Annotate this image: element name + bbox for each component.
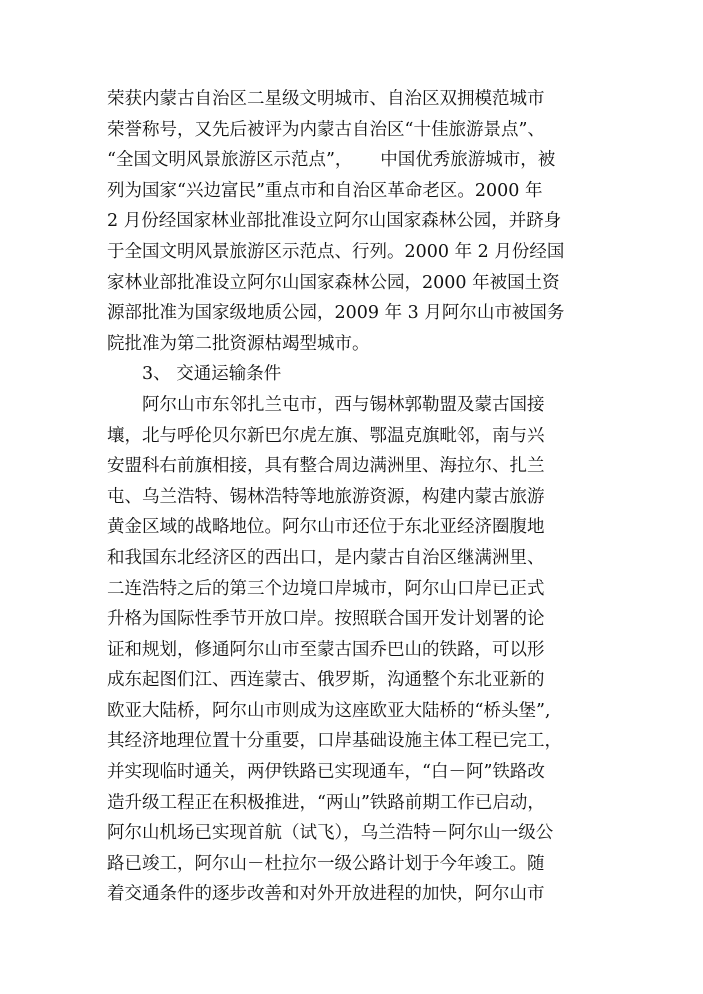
text-line: 欧亚大陆桥，阿尔山市则成为这座欧亚大陆桥的“桥头堡”,: [107, 700, 551, 721]
text-line: 于全国文明风景旅游区示范点、行列。2000 年 2 月份经国: [107, 241, 565, 262]
text-line: 其经济地理位置十分重要，口岸基础设施主体工程已完工，: [107, 731, 562, 752]
text-line: 并实现临时通关，两伊铁路已实现通车，“白－阿”铁路改: [107, 762, 545, 783]
text-line: 院批准为第二批资源枯竭型城市。: [107, 333, 370, 354]
text-line: 和我国东北经济区的西出口，是内蒙古自治区继满洲里、: [107, 547, 545, 568]
text-line: 路已竣工，阿尔山－杜拉尔一级公路计划于今年竣工。随: [107, 853, 545, 874]
paragraph-transport: [107, 390, 587, 910]
text-line: 荣誉称号，又先后被评为内蒙古自治区“十佳旅游景点”、: [107, 119, 545, 140]
text-line: 列为国家“兴边富民”重点市和自治区革命老区。2000 年: [107, 180, 543, 201]
text-line: 成东起图们江、西连蒙古、俄罗斯，沟通整个东北亚新的: [107, 670, 545, 691]
text-line: 着交通条件的逐步改善和对外开放进程的加快，阿尔山市: [107, 884, 545, 905]
text-line: 2 月份经国家林业部批准设立阿尔山国家森林公园，并跻身: [107, 211, 562, 232]
text-line: 阿尔山市东邻扎兰屯市，西与锡林郭勒盟及蒙古国接: [142, 394, 545, 415]
text-line: 家林业部批准设立阿尔山国家森林公园，2000 年被国土资: [107, 272, 560, 293]
text-line: 证和规划，修通阿尔山市至蒙古国乔巴山的铁路，可以形: [107, 639, 545, 660]
text-line: 二连浩特之后的第三个边境口岸城市，阿尔山口岸已正式: [107, 578, 545, 599]
text-line: 黄金区域的战略地位。阿尔山市还位于东北亚经济圈腹地: [107, 517, 545, 538]
text-line: 阿尔山机场已实现首航（试飞），乌兰浩特－阿尔山一级公: [107, 823, 554, 844]
text-line: 壤，北与呼伦贝尔新巴尔虎左旗、鄂温克旗毗邻，南与兴: [107, 425, 545, 446]
document-body: [107, 84, 587, 910]
text-line: 造升级工程正在积极推进，“两山”铁路前期工作已启动，: [107, 792, 545, 813]
section-heading: 3、 交通运输条件: [142, 364, 282, 385]
text-line: 升格为国际性季节开放口岸。按照联合国开发计划署的论: [107, 609, 545, 630]
text-line: 安盟科右前旗相接，具有整合周边满洲里、海拉尔、扎兰: [107, 456, 545, 477]
paragraph-honors: [107, 84, 587, 359]
text-line: 荣获内蒙古自治区二星级文明城市、自治区双拥模范城市: [107, 89, 545, 109]
text-line: 源部批准为国家级地质公园，2009 年 3 月阿尔山市被国务: [107, 303, 565, 324]
text-line: 屯、乌兰浩特、锡林浩特等地旅游资源，构建内蒙古旅游: [107, 486, 545, 507]
text-line: “全国文明风景旅游区示范点”， 中国优秀旅游城市，被: [107, 150, 556, 171]
